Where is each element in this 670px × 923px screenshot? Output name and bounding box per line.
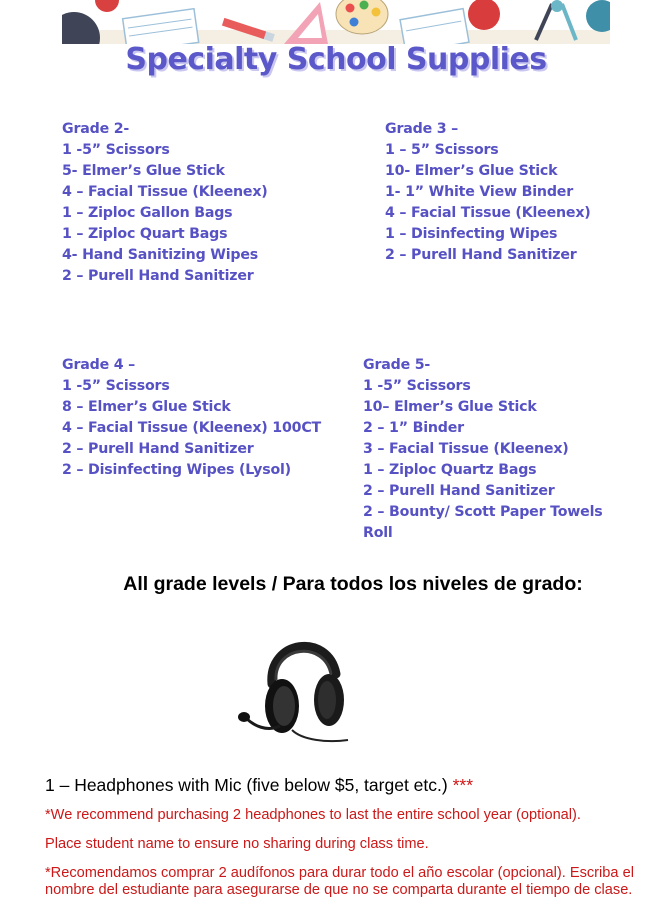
grade-3-list — [385, 119, 591, 266]
headphones-line-text: 1 – Headphones with Mic (five below $5, target etc.) — [45, 775, 448, 795]
spanish-note: *Recomendamos comprar 2 audífonos para durar todo el año escolar (opcional). Escriba el nombre del estudiante para asegurarse de que no se comparta durante el tiempo de clase. — [45, 865, 634, 898]
list-item: 4 – Facial Tissue (Kleenex) 100CT — [62, 420, 322, 436]
list-item: 4- Hand Sanitizing Wipes — [62, 247, 258, 263]
headphones-requirement — [45, 775, 473, 796]
list-item: 1- 1” White View Binder — [385, 184, 574, 200]
grade-heading: Grade 3 – — [385, 121, 459, 137]
list-item: 2 – Purell Hand Sanitizer — [62, 441, 254, 457]
student-name-note: Place student name to ensure no sharing during class time. — [45, 836, 429, 852]
page-title: Specialty School Supplies — [125, 42, 547, 77]
grade-5-list — [363, 355, 623, 544]
list-item: 1 – Ziploc Gallon Bags — [62, 205, 233, 221]
list-item: 3 – Facial Tissue (Kleenex) — [363, 441, 569, 457]
headphones-stars: *** — [452, 775, 474, 795]
list-item: 2 – Purell Hand Sanitizer — [62, 268, 254, 284]
list-item: 2 – 1” Binder — [363, 420, 464, 436]
list-item: 2 – Bounty/ Scott Paper Towels Roll — [363, 504, 603, 541]
list-item: 4 – Facial Tissue (Kleenex) — [62, 184, 268, 200]
headphones-image — [232, 622, 352, 747]
grade-heading: Grade 4 – — [62, 357, 136, 373]
list-item: 2 – Purell Hand Sanitizer — [363, 483, 555, 499]
list-item: 2 – Disinfecting Wipes (Lysol) — [62, 462, 291, 478]
list-item: 1 – 5” Scissors — [385, 142, 499, 158]
all-grade-levels-heading: All grade levels / Para todos los niveles de grado: — [123, 573, 583, 595]
list-item: 5- Elmer’s Glue Stick — [62, 163, 225, 179]
list-item: 1 – Ziploc Quart Bags — [62, 226, 228, 242]
list-item: 10– Elmer’s Glue Stick — [363, 399, 537, 415]
list-item: 1 – Ziploc Quartz Bags — [363, 462, 537, 478]
list-item: 1 -5” Scissors — [62, 142, 170, 158]
grade-4-list — [62, 355, 321, 481]
list-item: 1 – Disinfecting Wipes — [385, 226, 558, 242]
grade-heading: Grade 5- — [363, 357, 431, 373]
list-item: 2 – Purell Hand Sanitizer — [385, 247, 577, 263]
school-supplies-banner — [62, 0, 610, 44]
grade-heading: Grade 2- — [62, 121, 130, 137]
list-item: 1 -5” Scissors — [62, 378, 170, 394]
list-item: 1 -5” Scissors — [363, 378, 471, 394]
list-item: 8 – Elmer’s Glue Stick — [62, 399, 231, 415]
recommend-note: *We recommend purchasing 2 headphones to last the entire school year (optional). — [45, 807, 581, 823]
list-item: 10- Elmer’s Glue Stick — [385, 163, 558, 179]
list-item: 4 – Facial Tissue (Kleenex) — [385, 205, 591, 221]
grade-2-list — [62, 119, 268, 287]
